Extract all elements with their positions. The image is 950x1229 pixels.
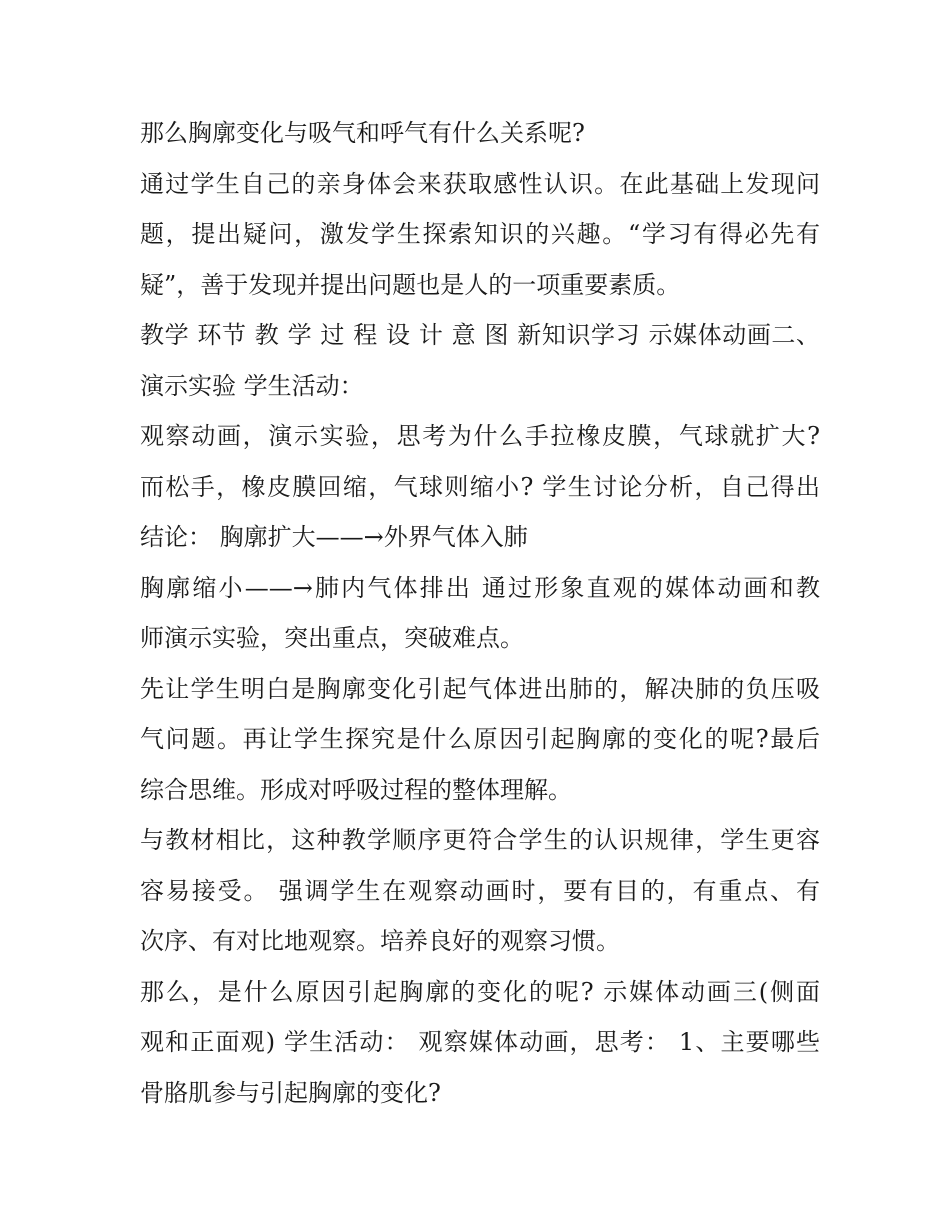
text-line-3: 题，提出疑问，激发学生探索知识的兴趣。“学习有得必先有 (140, 220, 820, 248)
text-line-6: 演示实验 学生活动： (140, 371, 364, 400)
text-line-17: 次序、有对比地观察。培养良好的观察习惯。 (140, 927, 620, 955)
text-line-9: 结论： 胸廓扩大——→外界气体入肺 (140, 523, 528, 551)
text-line-14: 综合思维。形成对呼吸过程的整体理解。 (140, 775, 572, 804)
text-line-8: 而松手，橡皮膜回缩，气球则缩小? 学生讨论分析，自己得出 (140, 472, 820, 501)
text-line-19: 观和正面观) 学生活动： 观察媒体动画，思考： 1、主要哪些 (140, 1028, 820, 1056)
text-line-1: 那么胸廓变化与吸气和呼气有什么关系呢? (140, 119, 585, 147)
text-line-12: 先让学生明白是胸廓变化引起气体进出肺的，解决肺的负压吸 (140, 674, 820, 703)
text-line-11: 师演示实验，突出重点，突破难点。 (140, 624, 524, 652)
text-line-2: 通过学生自己的亲身体会来获取感性认识。在此基础上发现问 (140, 169, 820, 198)
body-text (140, 108, 820, 1118)
text-line-10: 胸廓缩小——→肺内气体排出 通过形象直观的媒体动画和教 (140, 573, 820, 602)
text-line-16: 容易接受。 强调学生在观察动画时，要有目的，有重点、有 (140, 876, 820, 905)
text-line-4: 疑”，善于发现并提出问题也是人的一项重要素质。 (140, 270, 681, 299)
text-line-15: 与教材相比，这种教学顺序更符合学生的认识规律，学生更容 (140, 826, 820, 854)
text-line-7: 观察动画，演示实验，思考为什么手拉橡皮膜，气球就扩大? (140, 422, 820, 450)
text-line-5: 教学 环节 教 学 过 程 设 计 意 图 新知识学习 示媒体动画二、 (140, 321, 820, 349)
text-line-18: 那么，是什么原因引起胸廓的变化的呢? 示媒体动画三(侧面 (140, 977, 820, 1006)
text-line-13: 气问题。再让学生探究是什么原因引起胸廓的变化的呢?最后 (140, 725, 820, 753)
text-line-20: 骨胳肌参与引起胸廓的变化? (140, 1078, 441, 1107)
